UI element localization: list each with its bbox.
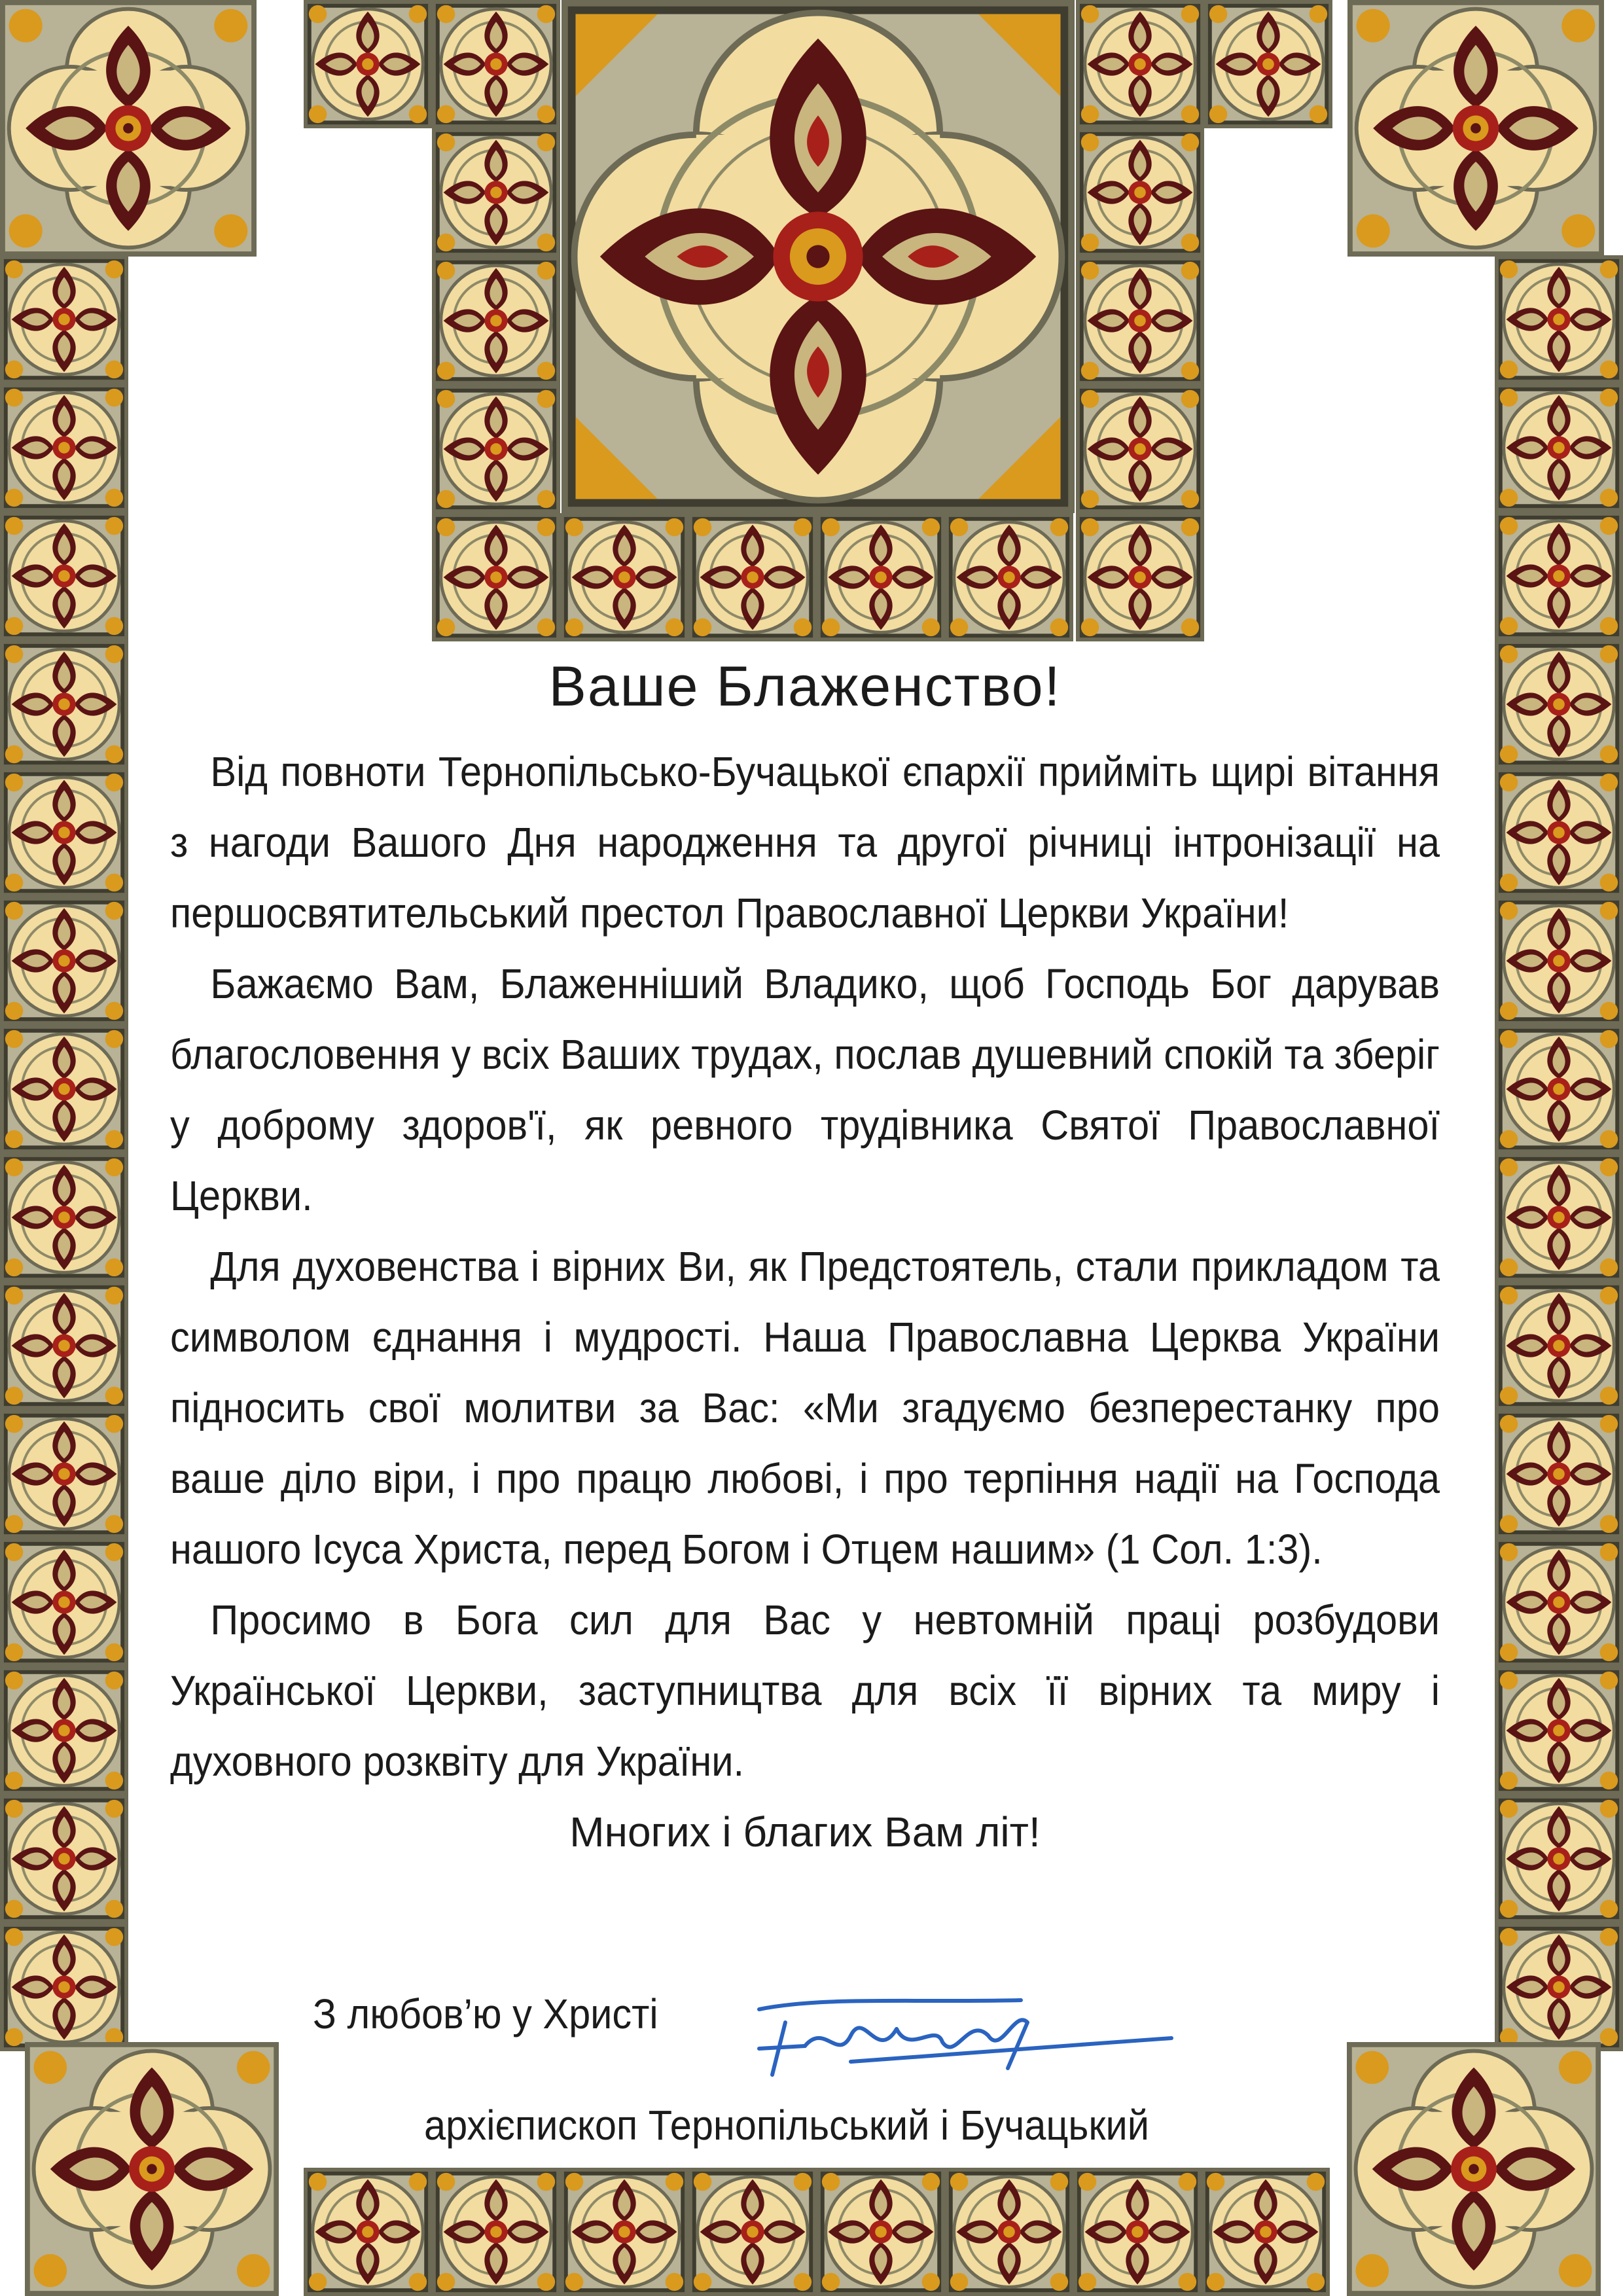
handwritten-signature	[746, 1983, 1191, 2081]
quatrefoil-cross-icon-bottom-right	[1347, 2042, 1601, 2296]
paragraph-prayer: Для духовенства і вірних Ви, як Предстоятель, стали прикладом та символом єднання і мудрості. Наша Православна Церква України підносить свої молитви за Вас: «Ми згадуємо безперестанку про ваше діло віри, і про працю любові, і про терпіння надії на Господа нашого Ісуса Христа, перед Богом і Отцем нашим» (1 Сол. 1:3).	[170, 1243, 1440, 1573]
left-border	[0, 255, 128, 2051]
paragraph-blessing: Бажаємо Вам, Блаженніший Владико, щоб Господь Бог дарував благословення у всіх Ваших трудах, послав душевний спокій та зберіг у доброму здоров'ї, як ревного трудівника Святої Православної Церкви.	[170, 960, 1440, 1219]
letter-title: Ваше Блаженство!	[548, 655, 1061, 718]
signer-title: архієпископ Тернопільський і Бучацький	[424, 2102, 1149, 2149]
many-years-wish: Многих і благих Вам літ!	[569, 1808, 1041, 1856]
paragraph-wish: Просимо в Бога сил для Вас у невтомній праці розбудови Української Церкви, заступництва для всіх її вірних та миру і духовного розквіту для України.	[170, 1596, 1440, 1785]
quatrefoil-cross-icon-bottom-left	[25, 2042, 279, 2296]
quatrefoil-cross-icon-top-right	[1347, 0, 1604, 257]
large-cross-medallion-icon	[562, 0, 1075, 513]
closing-phrase: З любов’ю у Христі	[313, 1990, 658, 2037]
paragraph-greeting: Від повноти Тернопільсько-Бучацької єпархії прийміть щирі вітання з нагоди Вашого Дня народження та другої річниці інтронізації на першосвятительський престол Православної Церкви України!	[170, 748, 1440, 937]
right-border	[1495, 255, 1623, 2051]
quatrefoil-cross-icon-top-left	[0, 0, 257, 257]
letter-body	[170, 655, 1440, 1867]
bottom-border	[304, 2168, 1330, 2296]
